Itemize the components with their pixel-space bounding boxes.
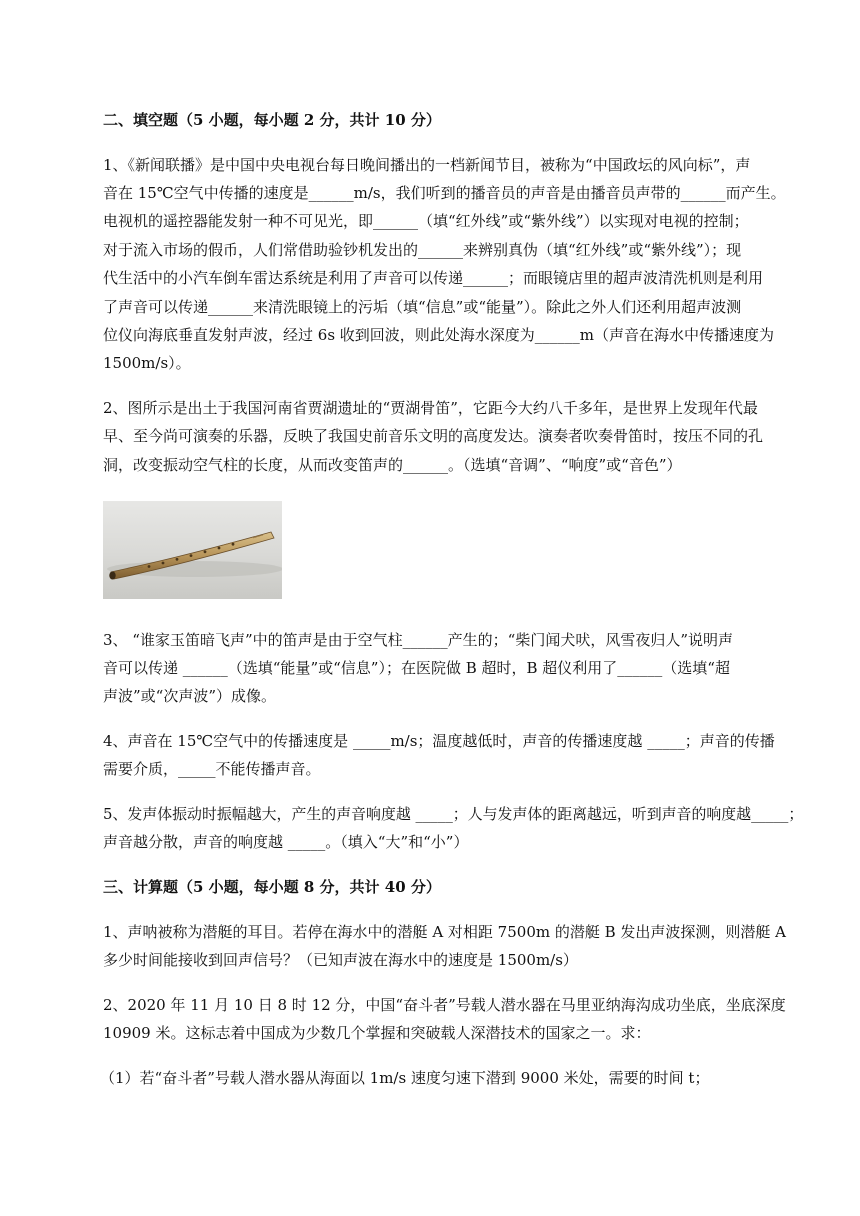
- q2-line: 洞，改变振动空气柱的长度，从而改变笛声的______。（选填“音调”、“响度”或“音色”）: [103, 456, 682, 474]
- q3-line: 音可以传递 ______（选填“能量”或“信息”）；在医院做 B 超时，B 超仪利用了______（选填“超: [103, 659, 730, 677]
- q5-line: 声音越分散，声音的响度越 _____。（填入“大”和“小”）: [103, 833, 469, 851]
- bone-flute-image: [103, 501, 282, 599]
- q1-line: 代生活中的小汽车倒车雷达系统是利用了声音可以传递______；而眼镜店里的超声波清洗机则是利用: [103, 269, 764, 287]
- q1-line: 1500m/s）。: [103, 354, 191, 372]
- calc-q2-subquestion-1: （1）若“奋斗者”号载人潜水器从海面以 1m/s 速度匀速下潜到 9000 米处，需要的时间 t；: [100, 1069, 710, 1087]
- q1-line: 对于流入市场的假币，人们常借助验钞机发出的______来辨别真伪（填“红外线”或“紫外线”）；现: [103, 241, 742, 259]
- calc-q1-line: 1、声呐被称为潜艇的耳目。若停在海水中的潜艇 A 对相距 7500m 的潜艇 B 发出声波探测，则潜艇 A: [103, 923, 787, 941]
- q3-line: 3、 “谁家玉笛暗飞声”中的笛声是由于空气柱______产生的；“柴门闻犬吠，风雪夜归人”说明声: [103, 631, 733, 649]
- q3-line: 声波”或“次声波”）成像。: [103, 687, 277, 705]
- q1-line: 位仪向海底垂直发射声波，经过 6s 收到回波，则此处海水深度为______m（声音在海水中传播速度为: [103, 326, 775, 344]
- q4-line: 4、声音在 15℃空气中的传播速度是 _____m/s；温度越低时，声音的传播速度越 _____；声音的传播: [103, 732, 775, 750]
- q2-line: 早、至今尚可演奏的乐器，反映了我国史前音乐文明的高度发达。演奏者吹奏骨笛时，按压不同的孔: [103, 427, 764, 445]
- q5-line: 5、发声体振动时振幅越大，产生的声音响度越 _____；人与发声体的距离越远，听到声音的响度越_____；: [103, 805, 804, 823]
- section-title-calc: 三、计算题（5 小题，每小题 8 分，共计 40 分）: [103, 878, 441, 896]
- calc-q1-line: 多少时间能接收到回声信号？（已知声波在海水中的速度是 1500m/s）: [103, 951, 578, 969]
- q1-line: 音在 15℃空气中传播的速度是______m/s，我们听到的播音员的声音是由播音员声带的______而产生。: [103, 184, 786, 202]
- calc-q2-line: 2、2020 年 11 月 10 日 8 时 12 分，中国“奋斗者”号载人潜水器在马里亚纳海沟成功坐底，坐底深度: [103, 996, 786, 1014]
- q1-line: 1、《新闻联播》是中国中央电视台每日晚间播出的一档新闻节目，被称为“中国政坛的风向标”，声: [103, 156, 751, 174]
- calc-q2-line: 10909 米。这标志着中国成为少数几个掌握和突破载人深潜技术的国家之一。求：: [103, 1024, 651, 1042]
- q1-line: 电视机的遥控器能发射一种不可见光，即______（填“红外线”或“紫外线”）以实现对电视的控制；: [103, 212, 749, 230]
- q1-line: 了声音可以传递______来清洗眼镜上的污垢（填“信息”或“能量”）。除此之外人们还利用超声波测: [103, 298, 742, 316]
- q2-line: 2、图所示是出土于我国河南省贾湖遗址的“贾湖骨笛”，它距今大约八千多年，是世界上发现年代最: [103, 399, 758, 417]
- bone-flute-illustration: [103, 501, 282, 599]
- q4-line: 需要介质，_____不能传播声音。: [103, 760, 321, 778]
- section-title-fill-in: 二、填空题（5 小题，每小题 2 分，共计 10 分）: [103, 111, 441, 129]
